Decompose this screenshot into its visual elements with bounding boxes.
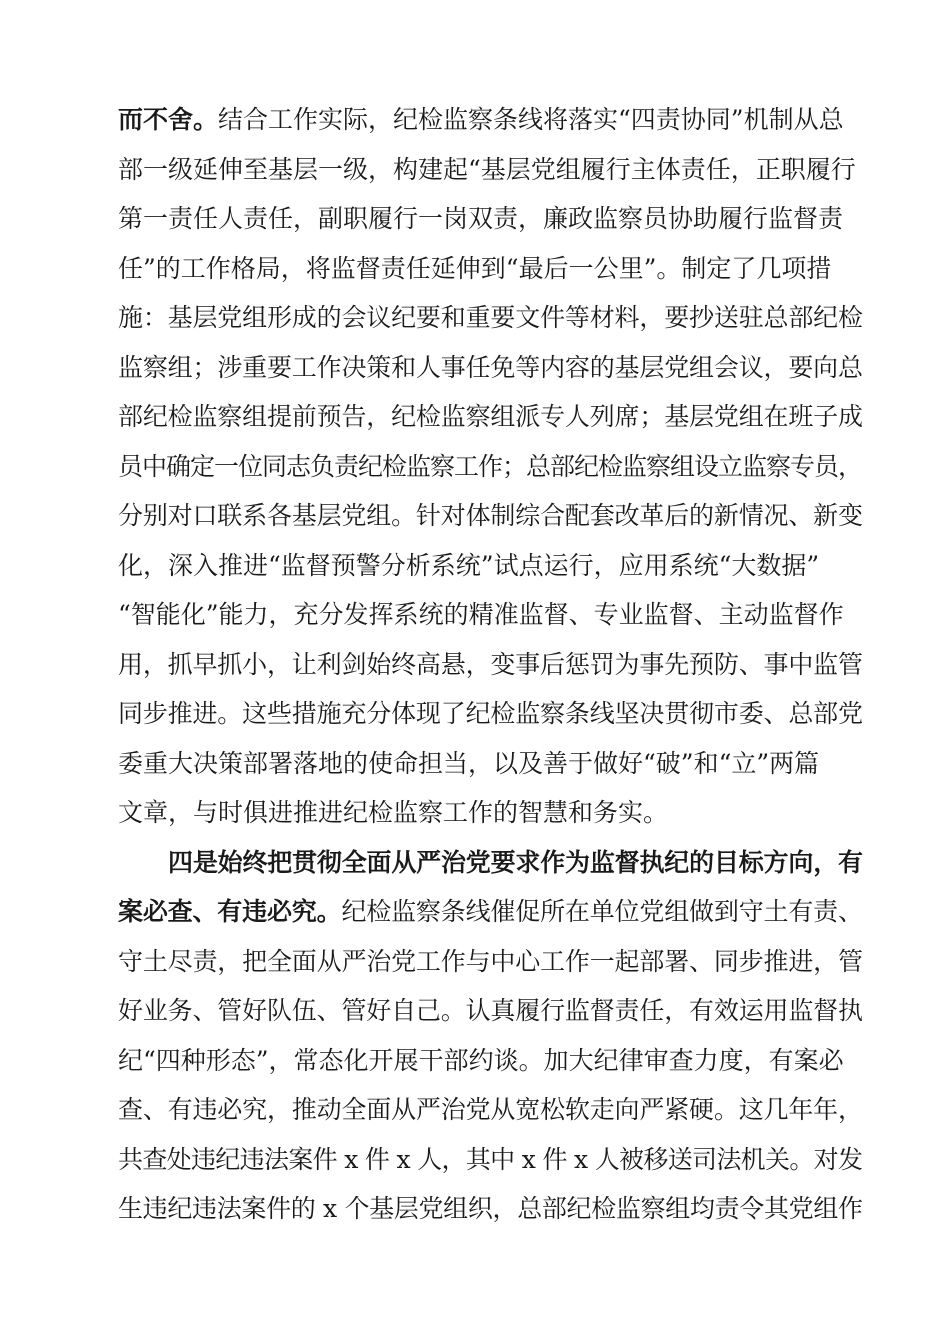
text-line: 守土尽责，把全面从严治党工作与中心工作一起部署、同步推进，管 [118,947,863,976]
text-line: 纪“四种形态”，常态化开展干部约谈。加大纪律审查力度，有案必 [118,1046,844,1075]
text-line: 员中确定一位同志负责纪检监察工作；总部纪检监察组设立监察专员， [118,452,863,481]
text-line [168,843,863,883]
text-line: 部一级延伸至基层一级，构建起“基层党组履行主体责任，正职履行 [118,155,856,184]
text-line: 好业务、管好队伍、管好自己。认真履行监督责任，有效运用监督执 [118,996,863,1025]
bold-lead: 案必查、有违必究。 [118,897,342,926]
text-line: 同步推进。这些措施充分体现了纪检监察条线坚决贯彻市委、总部党 [118,699,863,728]
text-line: 共查处违纪违法案件 x 件 x 人，其中 x 件 x 人被移送司法机关。对发 [118,1145,863,1174]
line-text: 纪检监察条线催促所在单位党组做到守土有责、 [341,897,863,926]
bold-lead: 四是始终把贯彻全面从严治党要求作为监督执纪的目标方向，有 [168,848,863,877]
text-line: 监察组；涉重要工作决策和人事任免等内容的基层党组会议，要向总 [118,353,863,382]
text-line: 委重大决策部署落地的使命担当，以及善于做好“破”和“立”两篇 [118,749,820,778]
text-line: 分别对口联系各基层党组。针对体制综合配套改革后的新情况、新变 [118,501,863,530]
text-line: “智能化”能力，充分发挥系统的精准监督、专业监督、主动监督作 [118,600,844,629]
text-line [118,892,863,932]
text-line: 用，抓早抓小，让利剑始终高悬，变事后惩罚为事先预防、事中监管 [118,650,863,679]
text-line [118,100,863,140]
line-text: 结合工作实际，纪检监察条线将落实“四责协同”机制从总 [218,105,844,134]
text-line: 生违纪违法案件的 x 个基层党组织，总部纪检监察组均责令其党组作 [118,1194,863,1223]
text-line: 部纪检监察组提前预告，纪检监察组派专人列席；基层党组在班子成 [118,402,863,431]
bold-lead: 而不舍。 [118,105,219,134]
text-line: 任”的工作格局，将监督责任延伸到“最后一公里”。制定了几项措 [118,254,832,283]
text-line: 施：基层党组形成的会议纪要和重要文件等材料，要抄送驻总部纪检 [118,303,863,332]
text-line: 第一责任人责任，副职履行一岗双责，廉政监察员协助履行监督责 [118,204,844,233]
text-line: 化，深入推进“监督预警分析系统”试点运行，应用系统“大数据” [118,551,820,580]
text-line: 文章，与时俱进推进纪检监察工作的智慧和务实。 [118,798,669,827]
text-line: 查、有违必究，推动全面从严治党从宽松软走向严紧硬。这几年年， [118,1095,863,1124]
